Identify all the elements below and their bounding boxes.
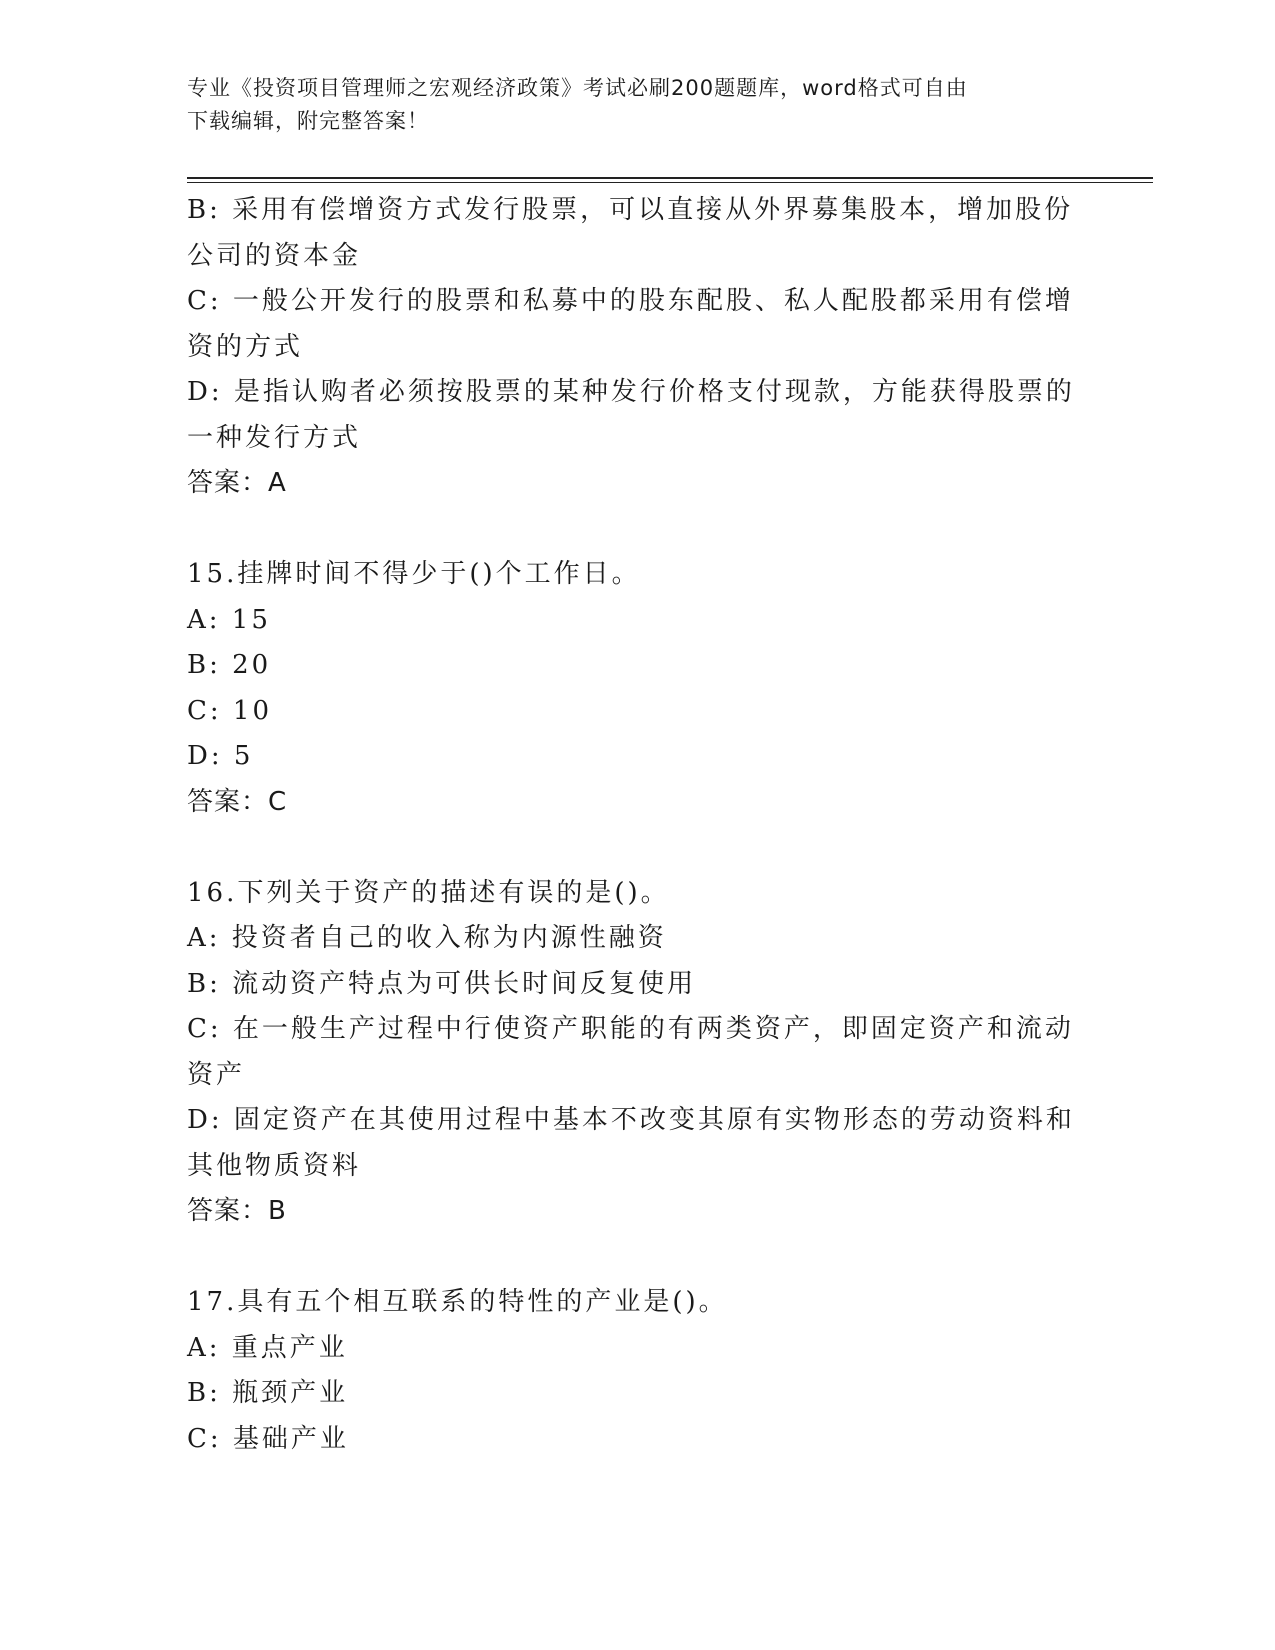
option-c-continued: 资的方式 bbox=[187, 331, 304, 362]
option-d: D: 5 bbox=[187, 741, 254, 771]
header-line-2: 下载编辑，附完整答案！ bbox=[187, 109, 429, 133]
option-c: C: 在一般生产过程中行使资产职能的有两类资产，即固定资产和流动 bbox=[187, 1014, 1074, 1044]
option-b: B: 流动资产特点为可供长时间反复使用 bbox=[187, 968, 697, 999]
option-d: D: 固定资产在其使用过程中基本不改变其原有实物形态的劳动资料和 bbox=[187, 1105, 1075, 1135]
option-c-continued: 资产 bbox=[187, 1059, 246, 1090]
spacer bbox=[187, 825, 1067, 871]
question-17 bbox=[187, 1280, 1067, 1462]
document-header bbox=[187, 72, 1087, 138]
answer: 答案：C bbox=[187, 786, 288, 817]
question-15 bbox=[187, 552, 1067, 825]
spacer bbox=[187, 507, 1067, 553]
question-text: 16.下列关于资产的描述有误的是()。 bbox=[187, 877, 670, 908]
option-b: B: 瓶颈产业 bbox=[187, 1378, 349, 1408]
option-b: B: 20 bbox=[187, 650, 272, 680]
option-d: D: 是指认购者必须按股票的某种发行价格支付现款，方能获得股票的 bbox=[187, 377, 1075, 407]
question-text: 15.挂牌时间不得少于()个工作日。 bbox=[187, 559, 641, 589]
answer: 答案：B bbox=[187, 1196, 287, 1226]
option-a: A: 15 bbox=[187, 604, 271, 635]
spacer bbox=[187, 1235, 1067, 1281]
option-b-continued: 公司的资本金 bbox=[187, 240, 362, 271]
option-c: C: 基础产业 bbox=[187, 1423, 349, 1454]
question-text: 17.具有五个相互联系的特性的产业是()。 bbox=[187, 1287, 728, 1317]
answer: 答案：A bbox=[187, 468, 287, 498]
option-d-continued: 一种发行方式 bbox=[187, 422, 362, 453]
option-a: A: 重点产业 bbox=[187, 1332, 348, 1363]
document-body bbox=[187, 188, 1075, 1462]
header-line-1: 专业《投资项目管理师之宏观经济政策》考试必刷200题题库，word格式可自由 bbox=[187, 76, 968, 100]
header-rule-thin bbox=[187, 182, 1153, 183]
header-rule-thick bbox=[187, 177, 1153, 179]
question-16 bbox=[187, 871, 1075, 1235]
option-a: A: 投资者自己的收入称为内源性融资 bbox=[187, 923, 667, 953]
option-c: C: 一般公开发行的股票和私募中的股东配股、私人配股都采用有偿增 bbox=[187, 286, 1074, 316]
question-14-continued bbox=[187, 188, 1075, 507]
option-d-continued: 其他物质资料 bbox=[187, 1150, 362, 1181]
option-c: C: 10 bbox=[187, 695, 273, 726]
option-b: B: 采用有偿增资方式发行股票，可以直接从外界募集股本，增加股份 bbox=[187, 195, 1074, 225]
